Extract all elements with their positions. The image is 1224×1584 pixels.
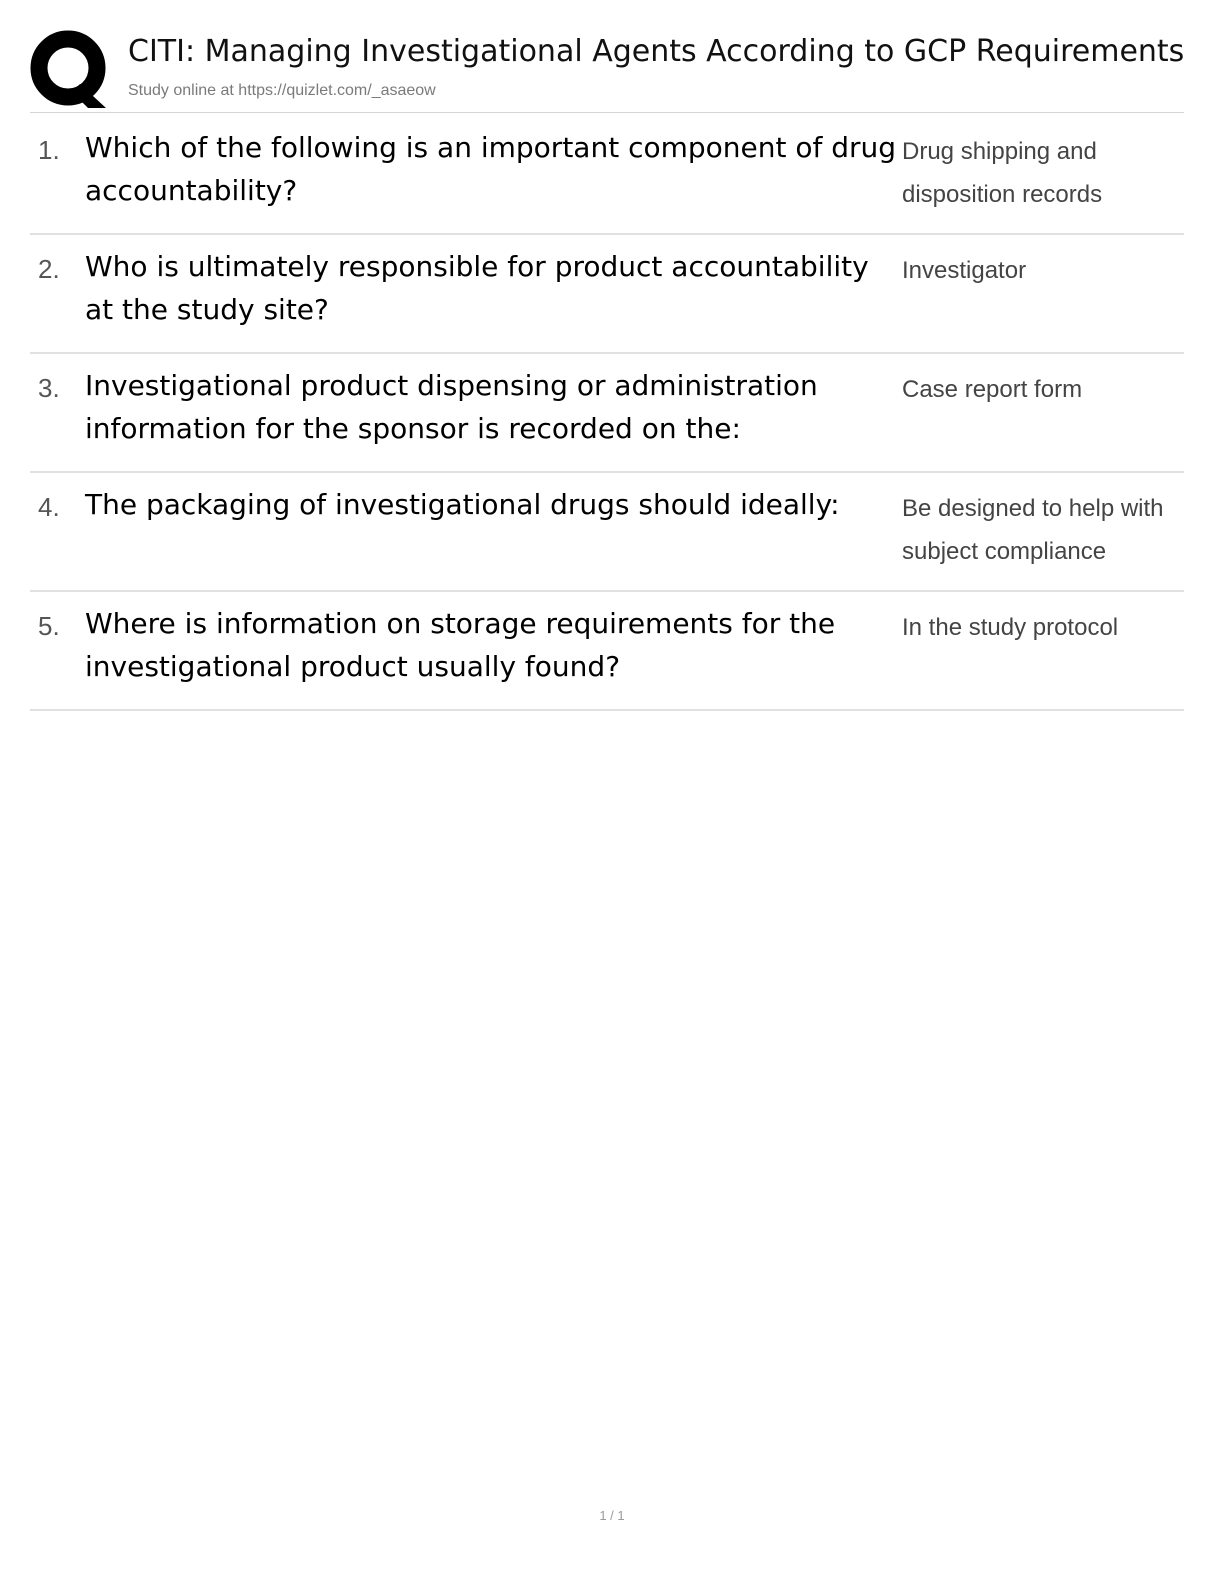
header-divider xyxy=(30,112,1184,113)
card-number: 2. xyxy=(38,254,60,284)
flashcard-item xyxy=(30,235,1184,354)
flashcard-list xyxy=(30,116,1184,711)
card-number: 3. xyxy=(38,373,60,403)
card-term: The packaging of investigational drugs should ideally: xyxy=(85,488,840,521)
card-definition: Investigator xyxy=(902,257,1027,284)
card-number: 5. xyxy=(38,611,60,641)
card-term: Which of the following is an important component of drug accountability? xyxy=(85,131,897,207)
card-definition: Drug shipping and disposition records xyxy=(902,138,1103,208)
card-term: Investigational product dispensing or administration information for the sponsor is recorded on the: xyxy=(85,369,818,445)
card-definition: In the study protocol xyxy=(902,614,1119,641)
flashcard-item xyxy=(30,592,1184,711)
page-number: 1 / 1 xyxy=(599,1508,625,1523)
card-definition: Case report form xyxy=(902,376,1083,403)
study-link-text: Study online at https://quizlet.com/_asaeow xyxy=(128,82,436,99)
flashcard-item xyxy=(30,116,1184,235)
flashcard-item xyxy=(30,473,1184,592)
page-header xyxy=(30,28,1190,114)
card-term: Where is information on storage requirements for the investigational product usually found? xyxy=(85,607,836,683)
card-definition: Be designed to help with subject compliance xyxy=(902,495,1164,565)
card-term: Who is ultimately responsible for product accountability at the study site? xyxy=(85,250,869,326)
flashcard-item xyxy=(30,354,1184,473)
card-number: 4. xyxy=(38,492,60,522)
page-title: CITI: Managing Investigational Agents According to GCP Requirements xyxy=(128,34,1185,69)
card-number: 1. xyxy=(38,135,60,165)
quizlet-logo xyxy=(30,30,110,110)
